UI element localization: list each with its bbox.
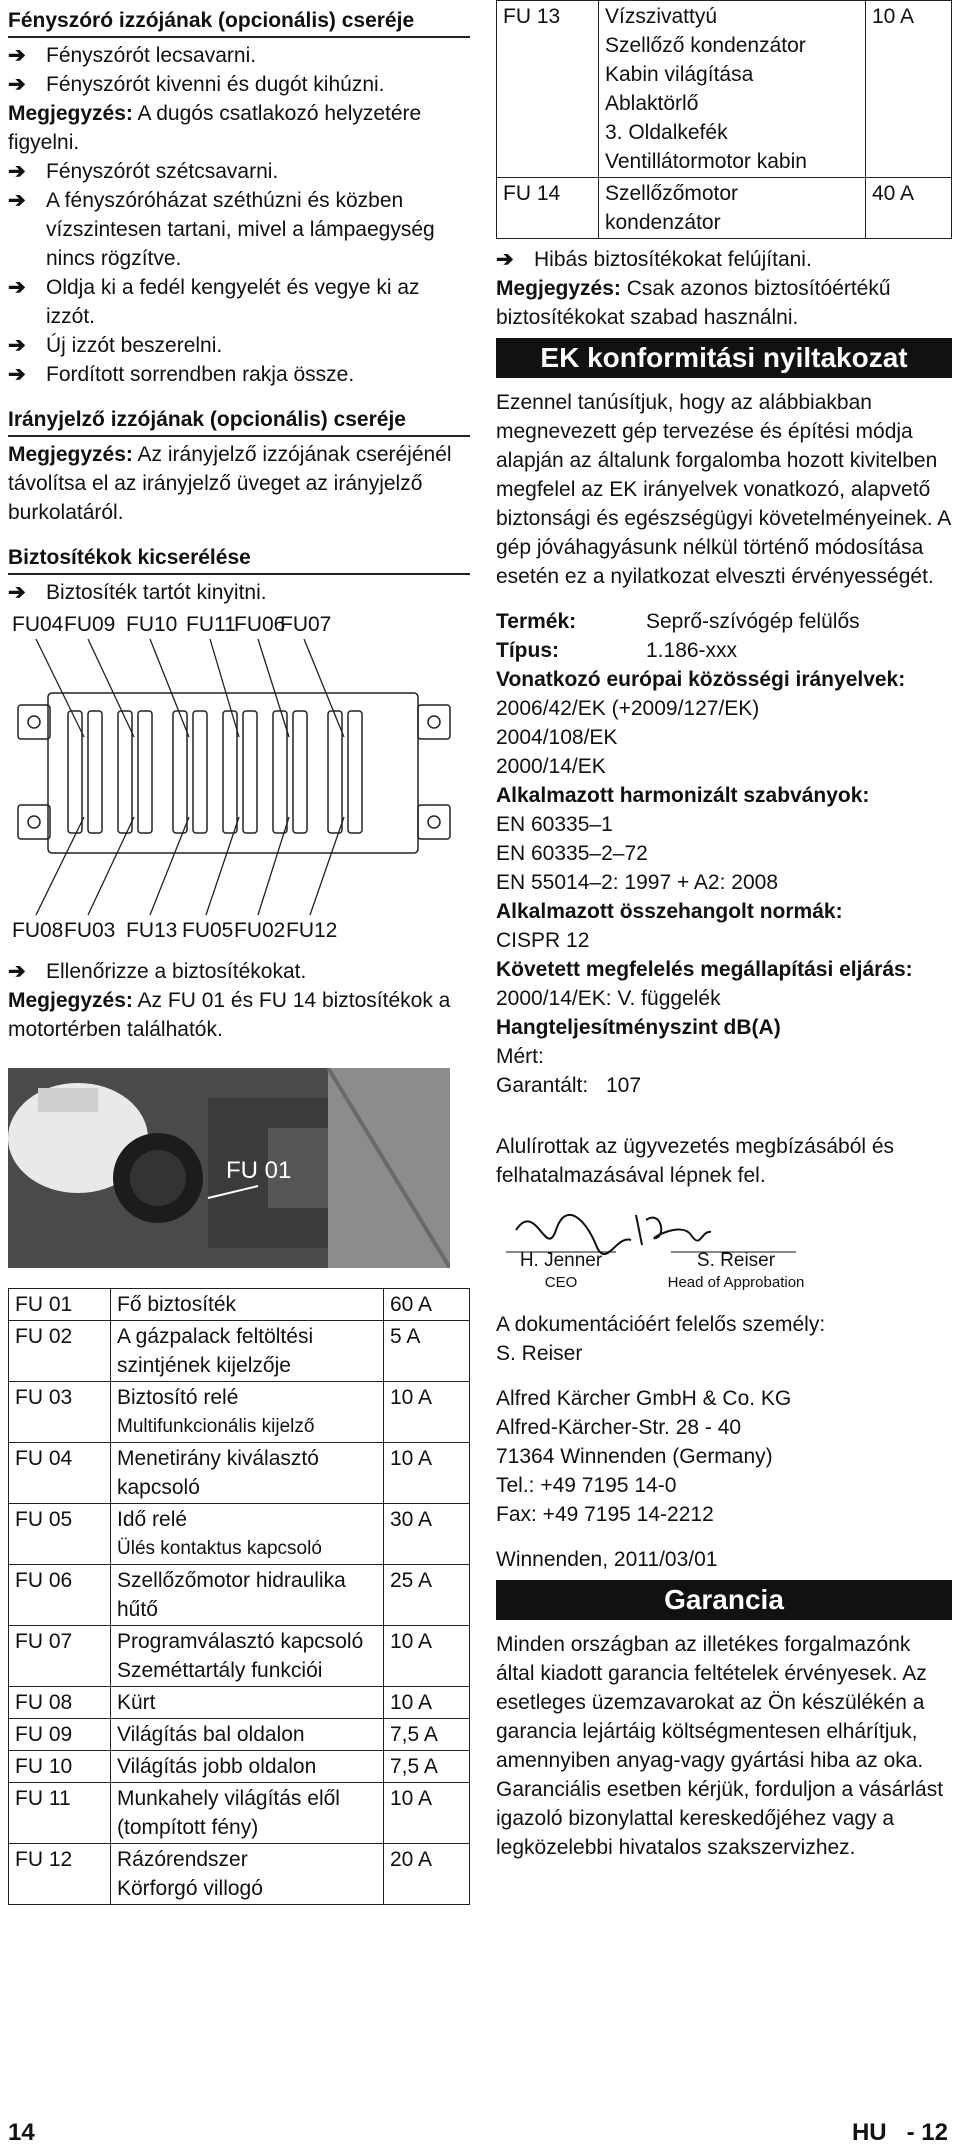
fuse-description: Szellőzőmotor hidraulika hűtő xyxy=(111,1565,384,1626)
signatures xyxy=(496,1190,952,1310)
arrow-right-icon: ➔ xyxy=(8,73,26,96)
fuse-description: Szellőzőmotor kondenzátor xyxy=(599,178,866,239)
fuse-description: Világítás jobb oldalon xyxy=(111,1751,384,1783)
fuse-row xyxy=(9,1751,470,1783)
leader-line xyxy=(206,817,239,915)
fuse-amperage: 25 A xyxy=(384,1565,470,1626)
harmonized-standards-label: Alkalmazott harmonizált szabványok: xyxy=(496,784,870,807)
headlight-step: ➔ Fényszórót lecsavarni. xyxy=(8,41,470,70)
fuse-amperage: 5 A xyxy=(384,1321,470,1382)
applied-norms-label: Alkalmazott összehangolt normák: xyxy=(496,900,843,923)
page-number-left: 14 xyxy=(8,2119,35,2146)
fuse-top-label: FU11 xyxy=(186,613,236,636)
fuse-section-title: Biztosítékok kicserélése xyxy=(8,543,470,575)
norm-item: CISPR 12 xyxy=(496,929,590,952)
fuse-description: Biztosító relé Multifunkcionális kijelző xyxy=(111,1382,384,1443)
page-number-right: HU - 12 xyxy=(851,2119,948,2146)
fuse-bottom-label: FU03 xyxy=(64,919,116,942)
fuse-id: FU 05 xyxy=(9,1504,111,1565)
fuse-slot xyxy=(173,711,187,833)
fuse-bottom-label: FU12 xyxy=(286,919,338,942)
signatory-2: S. Reiser Head of Approbation xyxy=(667,1250,805,1291)
fuse-top-label: FU09 xyxy=(64,613,116,636)
fuse-amperage: 7,5 A xyxy=(384,1719,470,1751)
fuse-id: FU 11 xyxy=(9,1783,111,1844)
arrow-right-icon: ➔ xyxy=(8,160,26,183)
fuse-amperage: 10 A xyxy=(866,1,952,178)
arrow-right-icon: ➔ xyxy=(8,581,26,604)
ek-declaration-title: EK konformitási nyiltakozat xyxy=(496,338,952,378)
signatories-text: Alulírottak az ügyvezetés megbízásából és felhatalmazásával lépnek fel. xyxy=(496,1135,895,1187)
fuse-row xyxy=(9,1626,470,1687)
headlight-steps xyxy=(8,41,470,389)
fuse-row xyxy=(497,1,952,178)
fuse-row xyxy=(9,1443,470,1504)
fuse-id: FU 14 xyxy=(497,178,599,239)
photo-fu01-label: FU 01 xyxy=(226,1157,292,1184)
fuse-id: FU 09 xyxy=(9,1719,111,1751)
fuse-amperage: 10 A xyxy=(384,1382,470,1443)
fuse-row xyxy=(9,1687,470,1719)
engine-photo-illustration xyxy=(8,1068,450,1268)
arrow-right-icon: ➔ xyxy=(496,248,514,271)
fuse-table-continued xyxy=(496,0,952,239)
fuse-id: FU 08 xyxy=(9,1687,111,1719)
guaranteed-row: Garantált: 107 xyxy=(496,1074,642,1097)
arrow-right-icon: ➔ xyxy=(8,960,26,983)
fuse-amperage: 7,5 A xyxy=(384,1751,470,1783)
address-line: Alfred-Kärcher-Str. 28 - 40 xyxy=(496,1416,742,1439)
fuse-bottom-label: FU08 xyxy=(12,919,64,942)
leader-line xyxy=(210,639,239,737)
fuse-id: FU 07 xyxy=(9,1626,111,1687)
fuse-step-open: ➔ Biztosíték tartót kinyitni. xyxy=(8,578,470,607)
left-column xyxy=(8,0,470,1905)
fuse-slot xyxy=(243,711,257,833)
fuse-step-check: ➔ Ellenőrizze a biztosítékokat. xyxy=(8,957,470,986)
indicator-note: Megjegyzés: Az irányjelző izzójának cseréjénél távolítsa el az irányjelző üveget az irányjelző burkolatáról. xyxy=(8,443,452,524)
procedure-item: 2000/14/EK: V. függelék xyxy=(496,987,721,1010)
leader-line xyxy=(150,639,189,737)
fuse-row xyxy=(9,1565,470,1626)
fuse-id: FU 04 xyxy=(9,1443,111,1504)
place-date: Winnenden, 2011/03/01 xyxy=(496,1548,718,1571)
arrow-right-icon: ➔ xyxy=(8,44,26,67)
standard-item: EN 60335–2–72 xyxy=(496,842,648,865)
fuse-amperage: 30 A xyxy=(384,1504,470,1565)
leader-line xyxy=(150,817,189,915)
fuse-amperage: 20 A xyxy=(384,1844,470,1905)
fuse-row xyxy=(9,1382,470,1443)
address-line: 71364 Winnenden (Germany) xyxy=(496,1445,773,1468)
fuse-row xyxy=(9,1844,470,1905)
fuse-top-label: FU07 xyxy=(280,613,332,636)
headlight-note: Megjegyzés: A dugós csatlakozó helyzetére figyelni. xyxy=(8,102,422,154)
fuse-description: Munkahely világítás elől (tompított fény) xyxy=(111,1783,384,1844)
arrow-right-icon: ➔ xyxy=(8,276,26,299)
fuse-step-replace: ➔ Hibás biztosítékokat felújítani. xyxy=(496,245,952,274)
procedure-label: Követett megfelelés megállapítási eljárás: xyxy=(496,958,913,981)
headlight-step: ➔ Fényszórót szétcsavarni. xyxy=(8,157,470,186)
fuse-row xyxy=(9,1321,470,1382)
fuse-box-diagram xyxy=(8,607,470,957)
doc-responsible-name: S. Reiser xyxy=(496,1342,583,1365)
fuse-slot xyxy=(193,711,207,833)
fuse-slot xyxy=(88,711,102,833)
fuse-bottom-label: FU02 xyxy=(234,919,286,942)
fuse-id: FU 10 xyxy=(9,1751,111,1783)
applied-norms-list xyxy=(496,926,952,955)
fuse-slot xyxy=(273,711,287,833)
fuse-description: Rázórendszer Körforgó villogó xyxy=(111,1844,384,1905)
standard-item: EN 55014–2: 1997 + A2: 2008 xyxy=(496,871,778,894)
fuse-id: FU 03 xyxy=(9,1382,111,1443)
warranty-title: Garancia xyxy=(496,1580,952,1620)
fuse-amperage: 60 A xyxy=(384,1289,470,1321)
directive-item: 2004/108/EK xyxy=(496,726,618,749)
fuse-amperage: 10 A xyxy=(384,1443,470,1504)
fuse-description: Menetirány kiválasztó kapcsoló xyxy=(111,1443,384,1504)
headlight-step: ➔ Új izzót beszerelni. xyxy=(8,331,470,360)
leader-line xyxy=(88,639,134,737)
fuse-id: FU 13 xyxy=(497,1,599,178)
product-row: Termék: Seprő-szívógép felülős xyxy=(496,610,860,633)
fuse-row xyxy=(9,1783,470,1844)
fuse-top-label: FU06 xyxy=(234,613,286,636)
leader-line xyxy=(88,817,134,915)
measured-row: Mért: xyxy=(496,1045,544,1068)
fuse-slot xyxy=(348,711,362,833)
warranty-text: Minden országban az illetékes forgalmazónk által kiadott garancia feltételek érvényesek. Az esetleges üzemzavarokat az Ön készülékén a garancia lejártáig költségmentesen elhárítjuk, amennyiben anyag-vagy gyártási hiba az oka. Garanciális esetben kérjük, forduljon a vásárlást igazoló bizonylattal kereskedőjéhez vagy a legközelebbi hivatalos szakszervizhez. xyxy=(496,1633,944,1859)
headlight-section-title: Fényszóró izzójának (opcionális) cseréje xyxy=(8,6,470,38)
fuse-amperage: 10 A xyxy=(384,1783,470,1844)
fuse-id: FU 01 xyxy=(9,1289,111,1321)
headlight-step: ➔ Fordított sorrendben rakja össze. xyxy=(8,360,470,389)
fuse-id: FU 02 xyxy=(9,1321,111,1382)
fuse-top-label: FU10 xyxy=(126,613,178,636)
directive-item: 2000/14/EK xyxy=(496,755,606,778)
fuse-description: Idő relé Ülés kontaktus kapcsoló xyxy=(111,1504,384,1565)
signatory-1: H. Jenner CEO xyxy=(519,1250,603,1291)
fuse-row xyxy=(9,1289,470,1321)
address-line: Alfred Kärcher GmbH & Co. KG xyxy=(496,1387,792,1410)
indicator-section-title: Irányjelző izzójának (opcionális) cseréje xyxy=(8,405,470,437)
fuse-description: Vízszivattyú Szellőző kondenzátor Kabin világítása Ablaktörlő 3. Oldalkefék Ventillátormotor kabin xyxy=(599,1,866,178)
fuse-slot xyxy=(138,711,152,833)
fuse-slot xyxy=(293,711,307,833)
headlight-step: ➔ Oldja ki a fedél kengyelét és vegye ki az izzót. xyxy=(8,273,470,331)
fuse-description: Programválasztó kapcsoló Szeméttartály funkciói xyxy=(111,1626,384,1687)
fuse-description: Fő biztosíték xyxy=(111,1289,384,1321)
headlight-step: ➔ Fényszórót kivenni és dugót kihúzni. xyxy=(8,70,470,99)
fuse-row xyxy=(9,1719,470,1751)
fuse-location-note: Megjegyzés: Az FU 01 és FU 14 biztosítékok a motortérben találhatók. xyxy=(8,989,451,1041)
type-row: Típus: 1.186-xxx xyxy=(496,639,738,662)
harmonized-standards-list xyxy=(496,810,952,897)
arrow-right-icon: ➔ xyxy=(8,363,26,386)
arrow-right-icon: ➔ xyxy=(8,189,26,212)
fuse-id: FU 12 xyxy=(9,1844,111,1905)
leader-line xyxy=(36,817,84,915)
fuse-amperage: 10 A xyxy=(384,1626,470,1687)
leader-line xyxy=(310,817,344,915)
fuse-top-label: FU04 xyxy=(12,613,64,636)
fuse-amperage: 40 A xyxy=(866,178,952,239)
directive-item: 2006/42/EK (+2009/127/EK) xyxy=(496,697,760,720)
address-line: Fax: +49 7195 14-2212 xyxy=(496,1503,714,1526)
doc-responsible-label: A dokumentációért felelős személy: xyxy=(496,1313,826,1336)
procedure-list xyxy=(496,984,952,1013)
fuse-bottom-label: FU05 xyxy=(182,919,234,942)
arrow-right-icon: ➔ xyxy=(8,334,26,357)
leader-line xyxy=(304,639,344,737)
fuse-box-drawing xyxy=(8,607,470,957)
right-column xyxy=(496,0,952,1862)
leader-line xyxy=(36,639,84,737)
directives-label: Vonatkozó európai közösségi irányelvek: xyxy=(496,668,906,691)
fuse-amperage: 10 A xyxy=(384,1687,470,1719)
directives-list xyxy=(496,694,952,781)
fuse-value-note: Megjegyzés: Csak azonos biztosítóértékű biztosítékokat szabad használni. xyxy=(496,277,891,329)
fuse-row xyxy=(497,178,952,239)
company-address xyxy=(496,1384,952,1529)
fuse-bottom-label: FU13 xyxy=(126,919,178,942)
address-line: Tel.: +49 7195 14-0 xyxy=(496,1474,677,1497)
ek-declaration-text: Ezennel tanúsítjuk, hogy az alábbiakban megnevezett gép tervezése és építési módja alapján az általunk forgalomba hozott kivitelben megfelel az EK irányelvek vonatkozó, alapvető biztonsági és egészségügyi követelményeinek. A gép jóváhagyásunk nélkül történő módosítása esetén ez a nyilatkozat elveszti érvényességét. xyxy=(496,391,951,588)
engine-compartment-photo xyxy=(8,1068,450,1268)
fuse-table xyxy=(8,1288,470,1905)
fuse-description: A gázpalack feltöltési szintjének kijelzője xyxy=(111,1321,384,1382)
sound-level-label: Hangteljesítményszint dB(A) xyxy=(496,1016,781,1039)
standard-item: EN 60335–1 xyxy=(496,813,613,836)
fuse-slot xyxy=(328,711,342,833)
fuse-description: Kürt xyxy=(111,1687,384,1719)
headlight-step: ➔ A fényszóróházat széthúzni és közben vízszintesen tartani, mivel a lámpaegység nincs rögzítve. xyxy=(8,186,470,273)
fuse-slot xyxy=(223,711,237,833)
fuse-description: Világítás bal oldalon xyxy=(111,1719,384,1751)
fuse-id: FU 06 xyxy=(9,1565,111,1626)
fuse-row xyxy=(9,1504,470,1565)
